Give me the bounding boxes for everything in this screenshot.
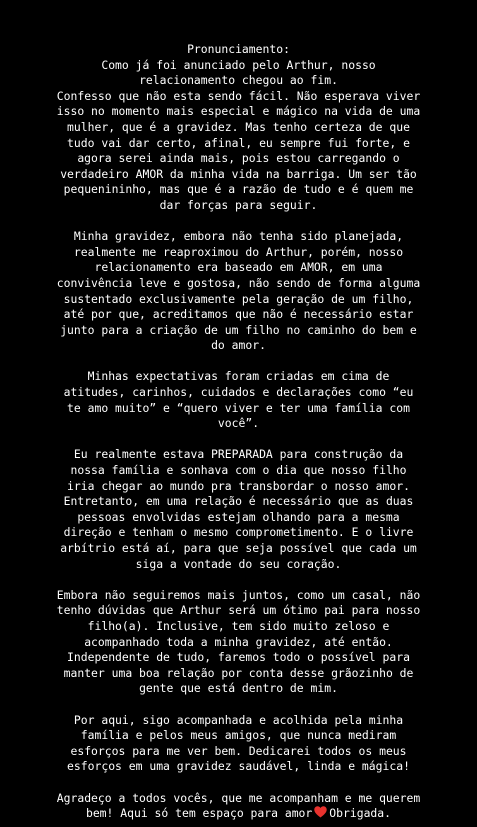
statement-paragraph-6: Por aqui, sigo acompanhada e acolhida pela minha família e pelos meus amigos, que nunca mediram esforços para me ver bem. Dedicarei todos os meus esforços em uma gravidez saudável, linda e mágica!	[67, 712, 410, 774]
statement-paragraph-5: Embora não seguiremos mais juntos, como um casal, não tenho dúvidas que Arthur será um ótimo pai para nosso filho(a). Inclusive, tem sido muito zeloso e acompanhado toda a minha gravidez, até então. Independente de tudo, faremos todo o possível para manter uma boa relação por conta desse grãozinho de gente que está dentro de mim.	[56, 587, 421, 696]
statement-title: Pronunciamento:	[187, 42, 290, 56]
statement-paragraph-1: Como já foi anunciado pelo Arthur, nosso relacionamento chegou ao fim. Confesso que não esta sendo fácil. Não esperava viver isso no momento mais especial e mágico na vida de uma mulher, que é a gravidez. Mas tenho certeza de que tudo vai dar certo, afinal, eu sempre fui forte, e agora serei ainda mais, pois estou carregando o verdadeiro AMOR da minha vida na barriga. Um ser tão pequenininho, mas que é a razão de tudo e é quem me dar forças para seguir.	[56, 57, 421, 212]
statement-paragraph-2: Minha gravidez, embora não tenha sido planejada, realmente me reaproximou do Arthur, porém, nosso relacionamento era baseado em AMOR, em uma convivência leve e gostosa, não sendo de forma alguma sustentado exclusivamente pela geração de um filho, até por que, acreditamos que não é necessário estar junto para a criação de um filho no caminho do bem e do amor.	[56, 229, 421, 353]
statement-paragraph-4: Eu realmente estava PREPARADA para construção da nossa família e sonhava com o dia que nosso filho iria chegar ao mundo pra transbordar o nosso amor. Entretanto, em uma relação é necessário que as duas pessoas envolvidas estejam olhando para a mesma direção e tenham o mesmo comprometimento. E o livre arbítrio está aí, para que seja possível que cada um siga a vontade do seu coração.	[60, 447, 417, 571]
thanks-text: Obrigada.	[329, 806, 392, 821]
red-heart-icon	[314, 806, 327, 818]
statement-paragraph-3: Minhas expectativas foram criadas em cima de atitudes, carinhos, cuidados e declarações como “eu te amo muito” e “quero viver e ter uma família com você”.	[63, 369, 414, 431]
statement-closing	[4, 791, 474, 822]
closing-text: Agradeço a todos vocês, que me acompanham e me querem bem! Aqui só tem espaço para amor	[56, 790, 421, 821]
